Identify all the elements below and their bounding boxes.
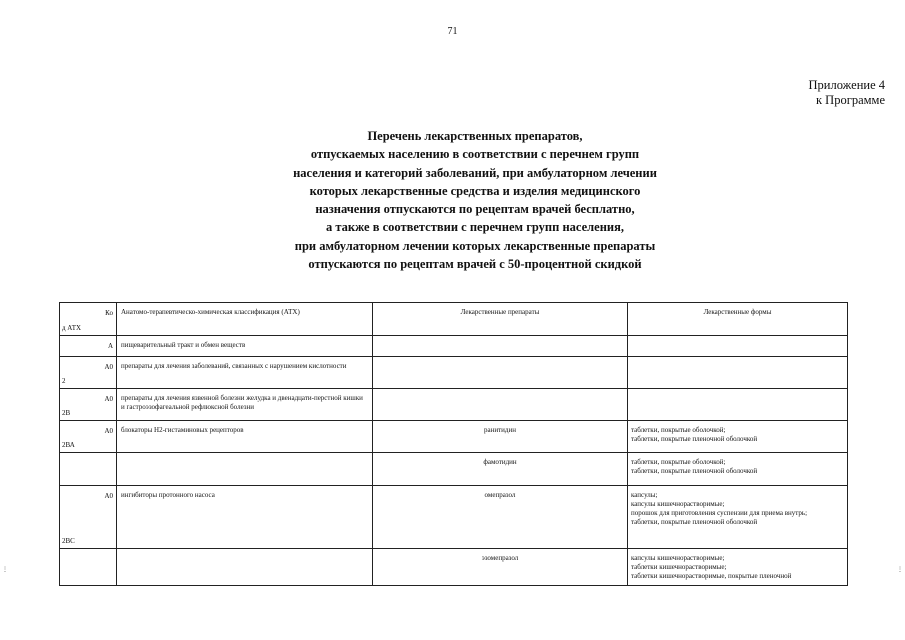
drug-form-line: таблетки, покрытые оболочкой; — [631, 458, 726, 466]
drug-form-line: таблетки, покрытые оболочкой; — [631, 426, 726, 434]
table-row — [60, 336, 848, 357]
title-line: населения и категорий заболеваний, при амбулаторном лечении — [293, 165, 657, 180]
drug-forms — [628, 357, 848, 389]
table-row — [60, 486, 848, 549]
code-top: А0 — [104, 363, 113, 371]
drug-forms — [628, 421, 848, 453]
table-row — [60, 453, 848, 486]
header-code-cell — [60, 303, 117, 336]
appendix-line-2: к Программе — [815, 93, 885, 107]
edge-mark-right: ⋮ — [897, 567, 903, 573]
title-line: при амбулаторном лечении которых лекарственные препараты — [294, 238, 656, 253]
title-line: а также в соответствии с перечнем групп населения, — [326, 220, 624, 235]
drug-form-line: капсулы кишечнорастворимые; — [631, 500, 725, 508]
header-forms: Лекарственные формы — [628, 303, 848, 336]
table-row — [60, 389, 848, 421]
drug-form-line: таблетки кишечнорастворимые; — [631, 563, 727, 571]
code-cell — [60, 389, 117, 421]
drug-form-line: капсулы; — [631, 491, 658, 499]
drug-name — [373, 336, 628, 357]
drug-name: ранитидин — [373, 421, 628, 453]
document-title — [150, 127, 800, 273]
drug-form-line: таблетки, покрытые пленочной оболочкой — [631, 518, 758, 526]
table-row — [60, 357, 848, 389]
drug-form-line: порошок для приготовления суспензии для приема внутрь; — [631, 509, 808, 517]
table-row — [60, 549, 848, 586]
title-line: Перечень лекарственных препаратов, — [367, 129, 583, 143]
edge-mark-left: ⋮ — [2, 567, 8, 573]
atx-classification — [117, 453, 373, 486]
code-top: А0 — [104, 427, 113, 435]
header-code-top: Ко — [105, 309, 113, 317]
atx-classification — [117, 549, 373, 586]
header-drugs: Лекарственные препараты — [373, 303, 628, 336]
drug-forms — [628, 549, 848, 586]
code-cell — [60, 357, 117, 389]
title-line: отпускаемых населению в соответствии с перечнем групп — [310, 147, 640, 162]
code-bottom: 2В — [62, 409, 71, 417]
atx-classification: ингибиторы протонного насоса — [117, 486, 373, 549]
drug-forms — [628, 486, 848, 549]
code-top: А — [107, 342, 113, 350]
drug-form-line: капсулы кишечнорастворимые; — [631, 554, 725, 562]
title-line: которых лекарственные средства и изделия медицинского — [309, 183, 641, 198]
title-line: назначения отпускаются по рецептам врачей бесплатно, — [315, 202, 635, 217]
code-bottom: 2ВА — [62, 441, 75, 449]
drug-name — [373, 357, 628, 389]
drug-form-line: таблетки, покрытые пленочной оболочкой — [631, 435, 758, 443]
drug-name: омепразол — [373, 486, 628, 549]
code-bottom: 2 — [62, 377, 66, 385]
code-cell — [60, 486, 117, 549]
atx-classification: пищеварительный тракт и обмен веществ — [117, 336, 373, 357]
table-row — [60, 421, 848, 453]
drug-name — [373, 389, 628, 421]
table-header-row — [60, 303, 848, 336]
atx-classification: блокаторы Н2-гистаминовых рецепторов — [117, 421, 373, 453]
code-cell — [60, 336, 117, 357]
drug-name: фамотидин — [373, 453, 628, 486]
drug-table — [59, 302, 848, 586]
code-bottom: 2ВС — [62, 537, 75, 545]
drug-forms — [628, 453, 848, 486]
drug-name: эзомепразол — [373, 549, 628, 586]
appendix-label — [809, 78, 885, 108]
drug-form-line: таблетки, покрытые пленочной оболочкой — [631, 467, 758, 475]
code-top: А0 — [104, 492, 113, 500]
drug-forms — [628, 389, 848, 421]
page-number: 71 — [447, 26, 458, 37]
title-line: отпускаются по рецептам врачей с 50-процентной скидкой — [308, 257, 642, 272]
header-atx: Анатомо-терапевтическо-химическая классификация (АТХ) — [117, 303, 373, 336]
drug-form-line: таблетки кишечнорастворимые, покрытые пленочной — [631, 572, 792, 580]
code-cell — [60, 421, 117, 453]
code-top: А0 — [104, 395, 113, 403]
code-cell — [60, 549, 117, 586]
code-cell — [60, 453, 117, 486]
appendix-line-1: Приложение 4 — [808, 78, 885, 92]
atx-classification: препараты для лечения заболеваний, связанных с нарушением кислотности — [117, 357, 373, 389]
header-code-bottom: д АТХ — [62, 324, 82, 332]
atx-classification: препараты для лечения язвенной болезни желудка и двенадцати-перстной кишки и гастроэзофагеальной рефлюксной болезни — [117, 389, 373, 421]
drug-forms — [628, 336, 848, 357]
